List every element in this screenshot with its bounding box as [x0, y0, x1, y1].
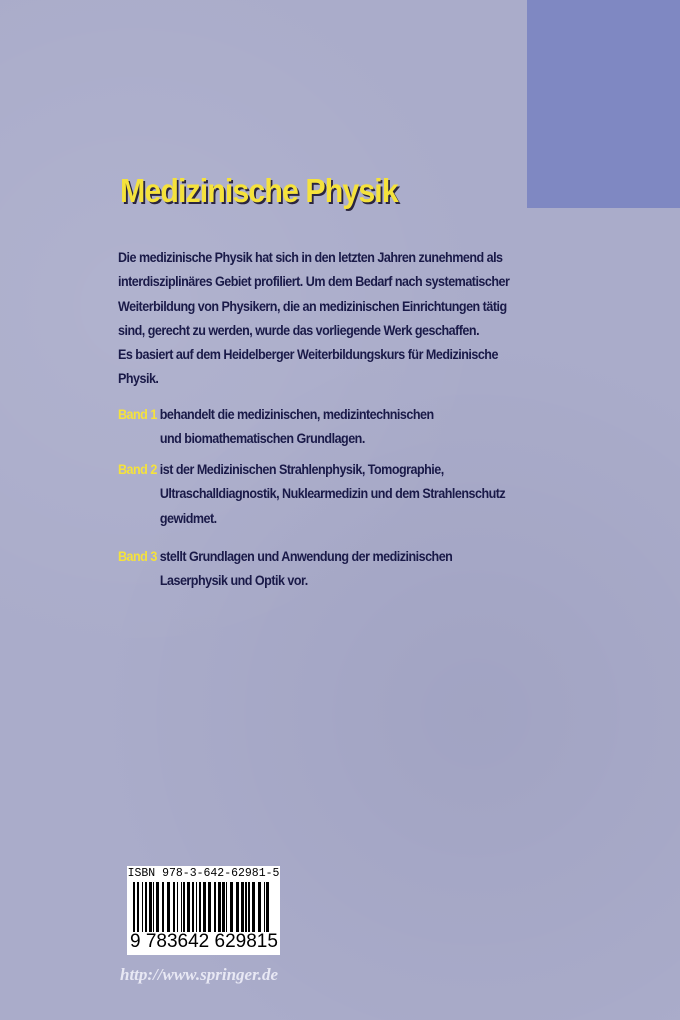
- band-line: und biomathematischen Grundlagen.: [159, 431, 365, 447]
- band-line: gewidmet.: [159, 510, 217, 526]
- band-line: behandelt die medizinischen, medizintechnischen: [159, 407, 434, 422]
- intro-line: Physik.: [118, 371, 159, 387]
- band-2-description: [118, 458, 505, 531]
- band-label: Band 3: [118, 549, 157, 564]
- band-1-description: [118, 403, 434, 452]
- intro-line: Weiterbildung von Physikern, die an medizinischen Einrichtungen tätig: [118, 298, 507, 314]
- isbn-text: ISBN 978-3-642-62981-5: [127, 867, 280, 880]
- corner-color-block: [527, 0, 680, 208]
- band-line: Ultraschalldiagnostik, Nuklearmedizin und dem Strahlenschutz: [159, 486, 506, 502]
- isbn-barcode: [127, 866, 280, 955]
- publisher-url: http://www.springer.de: [120, 965, 279, 984]
- band-line: stellt Grundlagen und Anwendung der medizinischen: [159, 549, 453, 564]
- book-title: Medizinische Physik: [120, 172, 398, 209]
- intro-line: interdisziplinäres Gebiet profiliert. Um dem Bedarf nach systematischer: [118, 274, 510, 290]
- band-line: Laserphysik und Optik vor.: [159, 573, 308, 589]
- intro-line: sind, gerecht zu werden, wurde das vorliegende Werk geschaffen.: [118, 322, 480, 338]
- intro-line: Die medizinische Physik hat sich in den letzten Jahren zunehmend als: [118, 250, 503, 265]
- band-label: Band 2: [118, 462, 157, 477]
- barcode-digits: 9 783642 629815: [130, 931, 278, 952]
- intro-paragraph: [118, 246, 509, 392]
- band-line: ist der Medizinischen Strahlenphysik, Tomographie,: [159, 462, 444, 477]
- band-label: Band 1: [118, 407, 157, 422]
- intro-line: Es basiert auf dem Heidelberger Weiterbildungskurs für Medizinische: [118, 347, 498, 363]
- band-3-description: [118, 545, 452, 594]
